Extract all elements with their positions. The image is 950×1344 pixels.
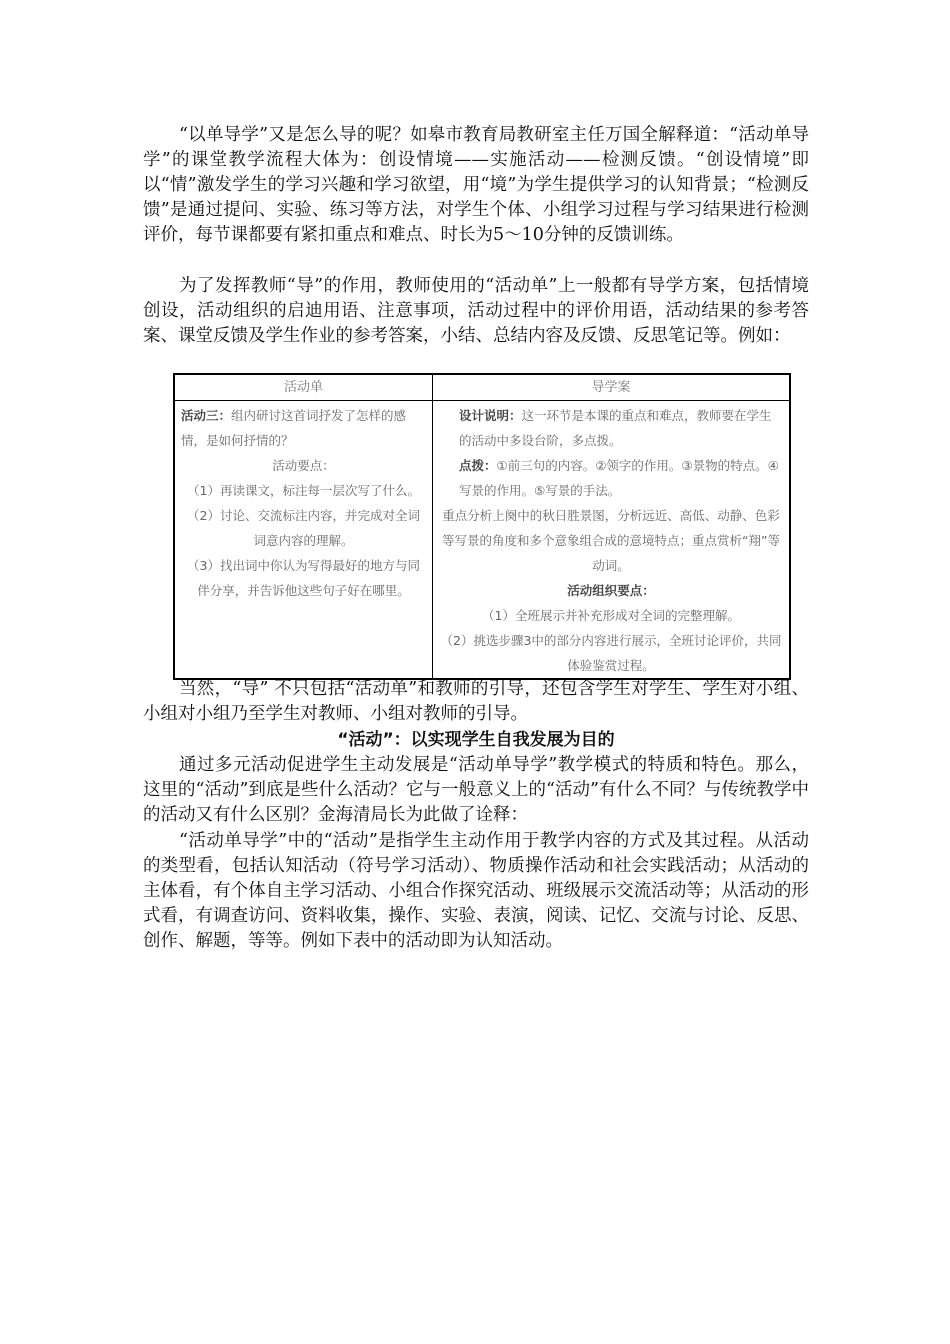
table-header-activity: 活动单 <box>174 374 433 401</box>
organization-point-2: （2）挑选步骤3中的部分内容进行展示，全班讨论评价，共同体验鉴赏过程。 <box>440 633 782 673</box>
section-heading: “活动”：以实现学生自我发展为目的 <box>337 730 615 750</box>
paragraph-2: 为了发挥教师“导”的作用，教师使用的“活动单”上一般都有导学方案，包括情境创设，活动组织的启迪用语、注意事项，活动过程中的评价用语，活动结果的参考答案、课堂反馈及学生作业的参考答案，小结、总结内容及反馈、反思笔记等。例如： <box>143 276 809 346</box>
activity-point-2: （2）讨论、交流标注内容，并完成对全词词意内容的理解。 <box>187 508 420 548</box>
paragraph-3: 当然，“导” 不只包括“活动单”和教师的引导，还包含学生对学生、学生对小组、小组对小组乃至学生对教师、小组对教师的引导。 <box>143 679 809 724</box>
analysis-note: 重点分析上阕中的秋日胜景图，分析远近、高低、动静、色彩等写景的角度和多个意象组合成的意境特点；重点赏析“翔”等动词。 <box>442 508 780 573</box>
activity-sheet-cell <box>174 401 433 680</box>
activity-title-text: 组内研讨这首词抒发了怎样的感情，是如何抒情的？ <box>181 408 407 448</box>
activity-points-label: 活动要点： <box>272 458 335 473</box>
paragraph-4: 通过多元活动促进学生主动发展是“活动单导学”教学模式的特质和特色。那么，这里的“活动”到底是些什么活动？它与一般意义上的“活动”有什么不同？与传统教学中的活动又有什么区别？金海清局长为此做了诠释： <box>143 755 809 825</box>
activity-point-1: （1）再读课文，标注每一层次写了什么。 <box>187 483 420 498</box>
paragraph-1: “以单导学”又是怎么导的呢？如皋市教育局教研室主任万国全解释道：“活动单导学”的课堂教学流程大体为：创设情境——实施活动——检测反馈。“创设情境”即以“情”激发学生的学习兴趣和学习欲望，用“境”为学生提供学习的认知背景；“检测反馈”是通过提问、实验、练习等方法，对学生个体、小组学习过程与学习结果进行检测评价，每节课都要有紧扣重点和难点、时长为5～10分钟的反馈训练。 <box>143 125 809 245</box>
activity-table <box>173 373 791 680</box>
design-note-label: 设计说明： <box>459 408 522 423</box>
activity-title-label: 活动三： <box>181 408 232 423</box>
paragraph-5: “活动单导学”中的“活动”是指学生主动作用于教学内容的方式及其过程。从活动的类型看，包括认知活动（符号学习活动）、物质操作活动和社会实践活动；从活动的主体看，有个体自主学习活动、小组合作探究活动、班级展示交流活动等；从活动的形式看，有调查访问、资料收集，操作、实验、表演，阅读、记忆、交流与讨论、反思、创作、解题，等等。例如下表中的活动即为认知活动。 <box>143 831 809 951</box>
organization-point-1: （1）全班展示并补充形成对全词的完整理解。 <box>482 608 740 623</box>
table-body-row <box>174 401 790 680</box>
table-header-row <box>174 374 790 401</box>
design-note <box>439 403 783 453</box>
table-header-guide: 导学案 <box>433 374 791 401</box>
design-note-text: 这一环节是本课的重点和难点，教师要在学生的活动中多设台阶，多点拨。 <box>459 408 772 448</box>
activity-point-3: （3）找出词中你认为写得最好的地方与同伴分享，并告诉他这些句子好在哪里。 <box>187 558 420 598</box>
guide-plan-cell <box>433 401 791 680</box>
organization-label: 活动组织要点： <box>567 583 655 598</box>
hint-note-label: 点拨： <box>459 458 497 473</box>
activity-title <box>181 403 426 453</box>
hint-note-text: ①前三句的内容。②领字的作用。③景物的特点。④写景的作用。⑤写景的手法。 <box>459 458 779 498</box>
hint-note <box>439 453 783 503</box>
